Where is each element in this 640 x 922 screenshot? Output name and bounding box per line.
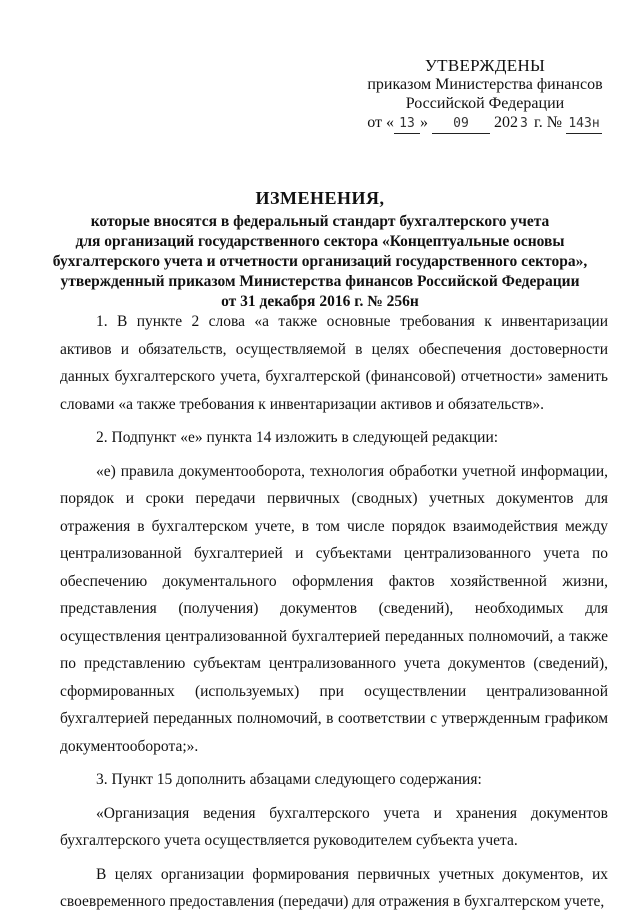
handwritten-year-digit: 3	[520, 116, 528, 131]
approval-heading: УТВЕРЖДЕНЫ	[424, 56, 546, 75]
paragraph-3: «е) правила документооборота, технология обработки учетной информации, порядок и сроки передачи первичных (сводных) учетных документов для отражения в бухгалтерском учете, в том числе порядок взаимодействия между централизованной бухгалтерией и субъектами централизованного учета по обеспечению документального оформления фактов хозяйственной жизни, представления (получения) документов (сведений), необходимых для осуществления централизованной бухгалтерией переданных полномочий, а также по представлению субъектам централизованного учета документов (сведений), сформированных (используемых) при осуществлении централизованной бухгалтерией переданных полномочий, в соответствии с утвержденным графиком документооборота;».	[60, 462, 608, 755]
paragraph-6: В целях организации формирования первичных учетных документов, их своевременного предоставления (передачи) для отражения в бухгалтерском учете,	[60, 865, 608, 910]
approval-line-federation: Российской Федерации	[405, 95, 565, 112]
date-day-close: »	[419, 114, 428, 131]
approval-date-line	[360, 113, 610, 134]
title-line: бухгалтерского учета и отчетности организаций государственного сектора»,	[52, 253, 588, 270]
handwritten-day: 13	[394, 114, 420, 134]
paragraph-4: 3. Пункт 15 дополнить абзацами следующего содержания:	[96, 771, 482, 788]
approval-line-ministry: приказом Министерства финансов	[367, 76, 603, 93]
handwritten-order-number: 143н	[566, 114, 602, 134]
paragraph-5: «Организация ведения бухгалтерского учета и хранения документов бухгалтерского учета осуществляется руководителем субъекта учета.	[60, 804, 608, 849]
paragraph-2: 2. Подпункт «е» пункта 14 изложить в следующей редакции:	[96, 429, 499, 446]
approval-block	[360, 56, 610, 134]
title-line: которые вносятся в федеральный стандарт бухгалтерского учета	[90, 213, 550, 230]
document-title-block	[40, 186, 600, 312]
year-prefix: 202	[493, 114, 518, 131]
title-line: для организаций государственного сектора «Концептуальные основы	[75, 233, 565, 250]
paragraph-1: 1. В пункте 2 слова «а также основные требования к инвентаризации активов и обязательств, осуществляемой в целях обеспечения достоверности данных бухгалтерского учета, бухгалтерской (финансовой) отчетности» заменить словами «а также требования к инвентаризации активов и обязательств».	[60, 313, 608, 413]
document-body	[60, 308, 608, 922]
handwritten-month: 09	[432, 114, 490, 134]
title-line: утвержденный приказом Министерства финансов Российской Федерации	[60, 273, 580, 290]
year-suffix: г. №	[529, 114, 566, 131]
title-line: от 31 декабря 2016 г. № 256н	[221, 293, 419, 310]
date-prefix: от «	[367, 114, 394, 131]
document-title: ИЗМЕНЕНИЯ,	[255, 188, 385, 208]
